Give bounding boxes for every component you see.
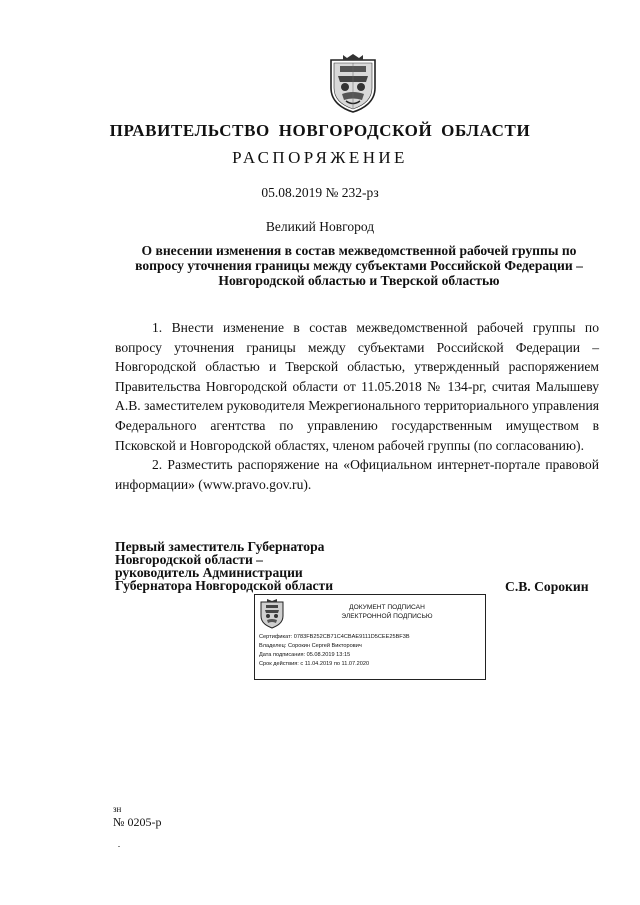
- government-name: ПРАВИТЕЛЬСТВО НОВГОРОДСКОЙ ОБЛАСТИ: [109, 121, 531, 140]
- footer-number: № 0205-р: [113, 815, 162, 829]
- stamp-owner: Владелец: Сорокин Сергей Викторович: [259, 643, 362, 649]
- stamp-validity: Срок действия: с 11.04.2019 по 11.07.2020: [259, 661, 370, 667]
- electronic-signature-stamp: [254, 594, 486, 680]
- position-line: Губернатора Новгородской области: [115, 578, 334, 593]
- document-city: Великий Новгород: [265, 219, 375, 234]
- document-subject: [112, 243, 606, 288]
- stamp-signing-date: Дата подписания: 05.08.2019 13:15: [259, 652, 351, 658]
- stamp-title-line1: ДОКУМЕНТ ПОДПИСАН: [349, 604, 425, 611]
- coat-of-arms-icon: [327, 54, 379, 114]
- stamp-details: [259, 633, 483, 669]
- document-type: РАСПОРЯЖЕНИЕ: [232, 148, 408, 167]
- coat-of-arms-icon: [259, 599, 285, 629]
- subject-line: О внесении изменения в состав межведомственной рабочей группы по: [141, 243, 577, 258]
- signatory-position: [115, 540, 333, 592]
- document-date-number: 05.08.2019 № 232-рз: [261, 185, 379, 200]
- signatory-name: С.В. Сорокин: [505, 579, 589, 594]
- document-body: [115, 318, 599, 494]
- scan-speck: [118, 846, 120, 847]
- position-line: руководитель Администрации: [115, 565, 303, 580]
- footer-note: [113, 803, 161, 829]
- position-line: Новгородской области –: [115, 552, 263, 567]
- stamp-title-line2: ЭЛЕКТРОННОЙ ПОДПИСЬЮ: [341, 613, 433, 620]
- footer-initials: зн: [113, 804, 122, 814]
- subject-line: Новгородской областью и Тверской областью: [218, 273, 500, 288]
- position-line: Первый заместитель Губернатора: [115, 539, 325, 554]
- body-paragraph-2: 2. Разместить распоряжение на «Официальном интернет-портале правовой информации» (www.pravo.gov.ru).: [115, 457, 599, 492]
- stamp-certificate: Сертификат: 0783FB252CB71C4CBAE9111D5CEE25BF3B: [259, 634, 410, 640]
- body-paragraph-1: 1. Внести изменение в состав межведомственной рабочей группы по вопросу уточнения границы между субъектами Российской Федерации – Новгородской областью и Тверской областью, утвержденный распоряжением Правительства Новгородской области от 11.05.2018 № 134-рг, считая Малышеву А.В. заместителем руководителя Межрегионального территориального управления Федерального агентства по управлению государственным имуществом в Псковской и Новгородской областях, членом рабочей группы (по согласованию).: [115, 320, 599, 453]
- subject-line: вопросу уточнения границы между субъектами Российской Федерации –: [135, 258, 583, 273]
